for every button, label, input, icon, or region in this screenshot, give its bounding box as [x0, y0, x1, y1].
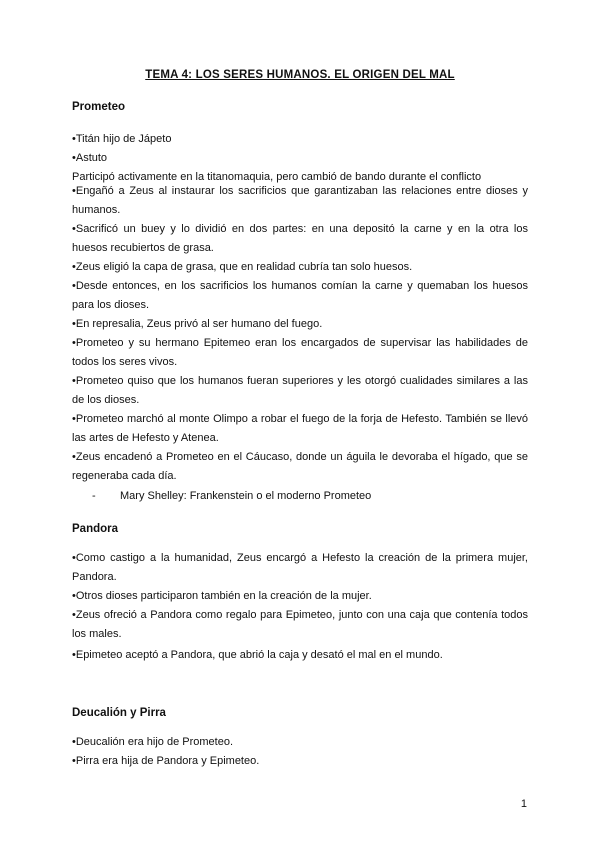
text-line: de los dioses. — [72, 394, 140, 406]
text-line: •Astuto — [72, 152, 108, 164]
sub-list-item — [92, 490, 371, 502]
text-line: •Otros dioses participaron también en la creación de la mujer. — [72, 590, 372, 602]
text-line: todos los seres vivos. — [72, 356, 178, 368]
text-line: •Deucalión era hijo de Prometeo. — [72, 736, 233, 748]
text-line: •Como castigo a la humanidad, Zeus encargó a Hefesto la creación de la primera mujer, — [72, 552, 528, 564]
text-line: regeneraba cada día. — [72, 470, 177, 482]
text-line: humanos. — [72, 204, 121, 216]
text-line: •Titán hijo de Jápeto — [72, 133, 172, 145]
text-line: para los dioses. — [72, 299, 150, 311]
section-heading-deucalion: Deucalión y Pirra — [72, 707, 166, 719]
text-line: los males. — [72, 628, 122, 640]
text-line: •Engañó a Zeus al instaurar los sacrificios que garantizaban las relaciones entre dioses y — [72, 185, 528, 197]
text-line: •En represalia, Zeus privó al ser humano del fuego. — [72, 318, 323, 330]
page-number: 1 — [520, 798, 527, 810]
text-line: •Zeus eligió la capa de grasa, que en realidad cubría tan solo huesos. — [72, 261, 413, 273]
text-line: •Prometeo y su hermano Epitemeo eran los encargados de supervisar las habilidades de — [72, 337, 528, 349]
document-title: TEMA 4: LOS SERES HUMANOS. EL ORIGEN DEL MAL — [145, 69, 455, 81]
text-line: •Prometeo marchó al monte Olimpo a robar el fuego de la forja de Hefesto. También se llevó — [72, 413, 528, 425]
text-line: •Zeus ofreció a Pandora como regalo para Epimeteo, junto con una caja que contenía todos — [72, 609, 528, 621]
sub-list-item-text: Mary Shelley: Frankenstein o el moderno Prometeo — [120, 490, 372, 502]
text-line: Participó activamente en la titanomaquia, pero cambió de bando durante el conflicto — [72, 171, 482, 183]
text-line: Pandora. — [72, 571, 117, 583]
text-line: las artes de Hefesto y Atenea. — [72, 432, 219, 444]
dash-bullet: - — [92, 490, 96, 502]
text-line: •Desde entonces, en los sacrificios los humanos comían la carne y quemaban los huesos — [72, 280, 528, 292]
text-line: huesos recubiertos de grasa. — [72, 242, 214, 254]
text-line: •Prometeo quiso que los humanos fueran superiores y les otorgó cualidades similares a las — [72, 375, 528, 387]
text-line: •Zeus encadenó a Prometeo en el Cáucaso, donde un águila le devoraba el hígado, que se — [72, 451, 528, 463]
text-line: •Sacrificó un buey y lo dividió en dos partes: en una depositó la carne y en la otra los — [72, 223, 528, 235]
text-line: •Pirra era hija de Pandora y Epimeteo. — [72, 755, 260, 767]
section-heading-prometeo: Prometeo — [72, 101, 126, 113]
section-heading-pandora: Pandora — [72, 523, 119, 535]
text-line: •Epimeteo aceptó a Pandora, que abrió la caja y desató el mal en el mundo. — [72, 649, 443, 661]
